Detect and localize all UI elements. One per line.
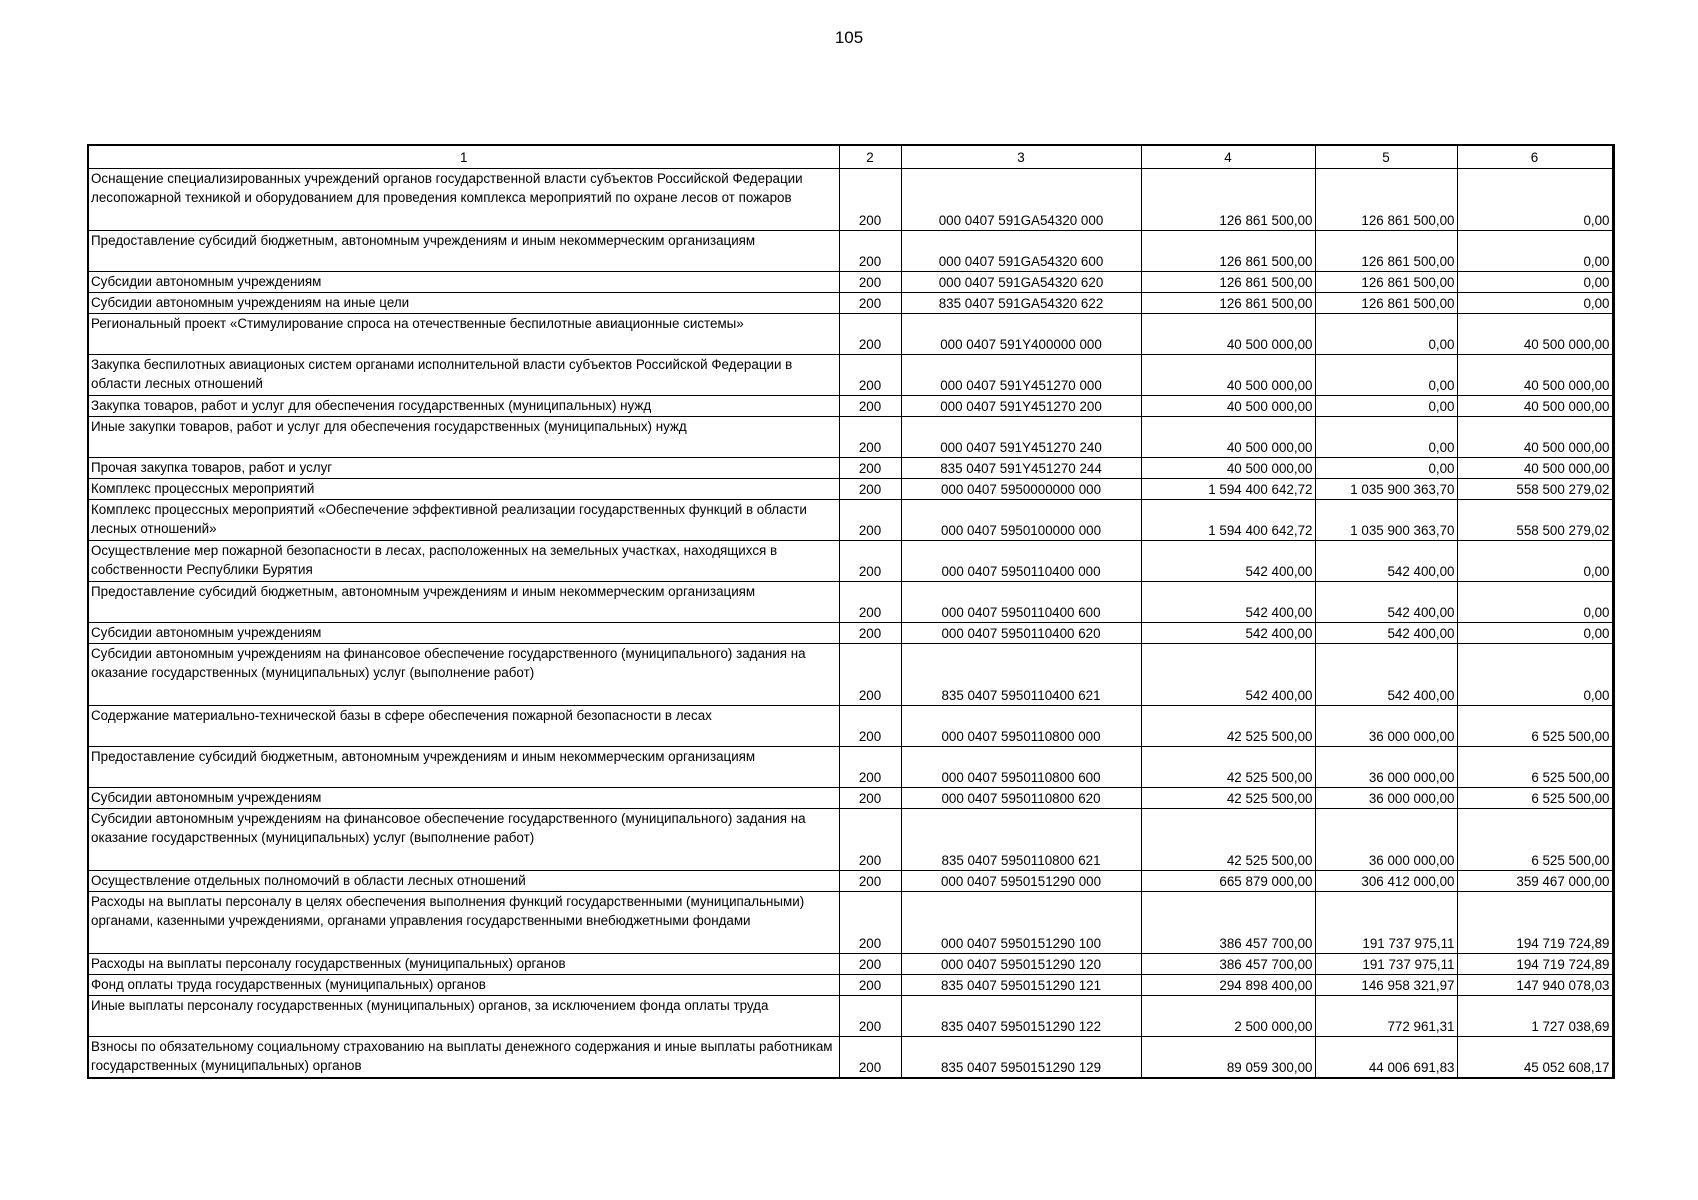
table-row <box>88 1037 1613 1078</box>
table-row <box>88 809 1613 871</box>
row-classification-code: 000 0407 5950110400 620 <box>901 623 1141 644</box>
row-unexecuted-amount: 558 500 279,02 <box>1457 479 1613 500</box>
row-unexecuted-amount: 359 467 000,00 <box>1457 871 1613 892</box>
row-unexecuted-amount: 194 719 724,89 <box>1457 954 1613 975</box>
row-unexecuted-amount: 6 525 500,00 <box>1457 809 1613 871</box>
row-name: Осуществление мер пожарной безопасности в лесах, расположенных на земельных участках, находящихся в собственности Республики Бурятия <box>88 541 839 582</box>
row-name: Иные закупки товаров, работ и услуг для обеспечения государственных (муниципальных) нужд <box>88 417 839 458</box>
page-number: 105 <box>834 28 864 47</box>
table-row <box>88 582 1613 623</box>
row-line-code: 200 <box>839 871 901 892</box>
row-approved-amount: 126 861 500,00 <box>1141 293 1315 314</box>
row-executed-amount: 191 737 975,11 <box>1315 954 1457 975</box>
row-approved-amount: 126 861 500,00 <box>1141 272 1315 293</box>
row-approved-amount: 2 500 000,00 <box>1141 996 1315 1037</box>
table-row <box>88 996 1613 1037</box>
row-line-code: 200 <box>839 1037 901 1078</box>
row-executed-amount: 126 861 500,00 <box>1315 293 1457 314</box>
table-row <box>88 479 1613 500</box>
row-classification-code: 835 0407 5950151290 121 <box>901 975 1141 996</box>
row-unexecuted-amount: 6 525 500,00 <box>1457 706 1613 747</box>
table-row <box>88 954 1613 975</box>
row-line-code: 200 <box>839 500 901 541</box>
row-unexecuted-amount: 0,00 <box>1457 272 1613 293</box>
row-classification-code: 000 0407 5950110800 620 <box>901 788 1141 809</box>
row-classification-code: 000 0407 5950110400 000 <box>901 541 1141 582</box>
row-name: Закупка беспилотных авиационых систем органами исполнительной власти субъектов Российской Федерации в области лесных отношений <box>88 355 839 396</box>
table-row <box>88 747 1613 788</box>
row-classification-code: 000 0407 591Y400000 000 <box>901 314 1141 355</box>
row-approved-amount: 40 500 000,00 <box>1141 355 1315 396</box>
row-line-code: 200 <box>839 623 901 644</box>
row-approved-amount: 386 457 700,00 <box>1141 892 1315 954</box>
table-row <box>88 396 1613 417</box>
row-name: Иные выплаты персоналу государственных (муниципальных) органов, за исключением фонда оплаты труда <box>88 996 839 1037</box>
column-header-3: 3 <box>901 145 1141 169</box>
row-line-code: 200 <box>839 809 901 871</box>
row-line-code: 200 <box>839 541 901 582</box>
table-row <box>88 272 1613 293</box>
row-executed-amount: 0,00 <box>1315 355 1457 396</box>
row-executed-amount: 36 000 000,00 <box>1315 747 1457 788</box>
row-executed-amount: 36 000 000,00 <box>1315 809 1457 871</box>
row-approved-amount: 42 525 500,00 <box>1141 706 1315 747</box>
row-line-code: 200 <box>839 169 901 231</box>
row-classification-code: 835 0407 5950151290 122 <box>901 996 1141 1037</box>
row-name: Взносы по обязательному социальному страхованию на выплаты денежного содержания и иные выплаты работникам государственных (муниципальных) органов <box>88 1037 839 1078</box>
row-line-code: 200 <box>839 954 901 975</box>
row-executed-amount: 542 400,00 <box>1315 582 1457 623</box>
row-line-code: 200 <box>839 975 901 996</box>
row-name: Субсидии автономным учреждениям <box>88 788 839 809</box>
row-name: Фонд оплаты труда государственных (муниципальных) органов <box>88 975 839 996</box>
row-line-code: 200 <box>839 996 901 1037</box>
budget-execution-table <box>87 144 1615 1079</box>
column-header-4: 4 <box>1141 145 1315 169</box>
row-line-code: 200 <box>839 314 901 355</box>
row-unexecuted-amount: 6 525 500,00 <box>1457 788 1613 809</box>
row-executed-amount: 542 400,00 <box>1315 541 1457 582</box>
row-line-code: 200 <box>839 747 901 788</box>
row-name: Комплекс процессных мероприятий <box>88 479 839 500</box>
row-line-code: 200 <box>839 788 901 809</box>
row-classification-code: 000 0407 5950151290 120 <box>901 954 1141 975</box>
row-executed-amount: 1 035 900 363,70 <box>1315 500 1457 541</box>
row-name: Субсидии автономным учреждениям <box>88 272 839 293</box>
row-approved-amount: 42 525 500,00 <box>1141 747 1315 788</box>
row-classification-code: 835 0407 591GA54320 622 <box>901 293 1141 314</box>
row-classification-code: 000 0407 591GA54320 620 <box>901 272 1141 293</box>
row-name: Субсидии автономным учреждениям <box>88 623 839 644</box>
column-header-1: 1 <box>88 145 839 169</box>
row-unexecuted-amount: 45 052 608,17 <box>1457 1037 1613 1078</box>
row-approved-amount: 42 525 500,00 <box>1141 788 1315 809</box>
table-row <box>88 355 1613 396</box>
row-approved-amount: 294 898 400,00 <box>1141 975 1315 996</box>
row-name: Предоставление субсидий бюджетным, автономным учреждениям и иным некоммерческим организациям <box>88 582 839 623</box>
row-line-code: 200 <box>839 231 901 272</box>
row-classification-code: 000 0407 5950110800 600 <box>901 747 1141 788</box>
row-unexecuted-amount: 40 500 000,00 <box>1457 417 1613 458</box>
table-row <box>88 644 1613 706</box>
row-name: Расходы на выплаты персоналу государственных (муниципальных) органов <box>88 954 839 975</box>
row-unexecuted-amount: 0,00 <box>1457 231 1613 272</box>
row-approved-amount: 542 400,00 <box>1141 623 1315 644</box>
row-name: Осуществление отдельных полномочий в области лесных отношений <box>88 871 839 892</box>
row-line-code: 200 <box>839 706 901 747</box>
row-executed-amount: 1 035 900 363,70 <box>1315 479 1457 500</box>
row-classification-code: 000 0407 591Y451270 240 <box>901 417 1141 458</box>
row-unexecuted-amount: 147 940 078,03 <box>1457 975 1613 996</box>
row-line-code: 200 <box>839 396 901 417</box>
row-executed-amount: 0,00 <box>1315 396 1457 417</box>
row-name: Комплекс процессных мероприятий «Обеспечение эффективной реализации государственных функций в области лесных отношений» <box>88 500 839 541</box>
table-row <box>88 500 1613 541</box>
row-executed-amount: 191 737 975,11 <box>1315 892 1457 954</box>
row-executed-amount: 36 000 000,00 <box>1315 706 1457 747</box>
row-line-code: 200 <box>839 293 901 314</box>
row-unexecuted-amount: 40 500 000,00 <box>1457 355 1613 396</box>
row-name: Субсидии автономным учреждениям на иные цели <box>88 293 839 314</box>
row-approved-amount: 542 400,00 <box>1141 541 1315 582</box>
table-row <box>88 892 1613 954</box>
row-approved-amount: 126 861 500,00 <box>1141 231 1315 272</box>
row-classification-code: 835 0407 5950151290 129 <box>901 1037 1141 1078</box>
row-executed-amount: 542 400,00 <box>1315 644 1457 706</box>
row-classification-code: 000 0407 591Y451270 200 <box>901 396 1141 417</box>
row-executed-amount: 0,00 <box>1315 417 1457 458</box>
row-line-code: 200 <box>839 272 901 293</box>
row-executed-amount: 306 412 000,00 <box>1315 871 1457 892</box>
row-name: Предоставление субсидий бюджетным, автономным учреждениям и иным некоммерческим организациям <box>88 231 839 272</box>
row-classification-code: 000 0407 591Y451270 000 <box>901 355 1141 396</box>
table-row <box>88 623 1613 644</box>
row-unexecuted-amount: 558 500 279,02 <box>1457 500 1613 541</box>
row-unexecuted-amount: 194 719 724,89 <box>1457 892 1613 954</box>
table-row <box>88 706 1613 747</box>
table-row <box>88 975 1613 996</box>
row-approved-amount: 126 861 500,00 <box>1141 169 1315 231</box>
row-name: Региональный проект «Стимулирование спроса на отечественные беспилотные авиационные системы» <box>88 314 839 355</box>
table-row <box>88 231 1613 272</box>
row-name: Прочая закупка товаров, работ и услуг <box>88 458 839 479</box>
row-executed-amount: 36 000 000,00 <box>1315 788 1457 809</box>
table-row <box>88 871 1613 892</box>
row-classification-code: 000 0407 5950151290 000 <box>901 871 1141 892</box>
row-name: Расходы на выплаты персоналу в целях обеспечения выполнения функций государственными (муниципальными) органами, казенными учреждениями, органами управления государственными внебюджетными фондами <box>88 892 839 954</box>
row-unexecuted-amount: 40 500 000,00 <box>1457 396 1613 417</box>
row-line-code: 200 <box>839 458 901 479</box>
row-approved-amount: 40 500 000,00 <box>1141 314 1315 355</box>
row-approved-amount: 542 400,00 <box>1141 582 1315 623</box>
row-classification-code: 000 0407 591GA54320 600 <box>901 231 1141 272</box>
table-row <box>88 169 1613 231</box>
row-classification-code: 835 0407 591Y451270 244 <box>901 458 1141 479</box>
row-name: Субсидии автономным учреждениям на финансовое обеспечение государственного (муниципального) задания на оказание государственных (муниципальных) услуг (выполнение работ) <box>88 809 839 871</box>
row-unexecuted-amount: 0,00 <box>1457 582 1613 623</box>
row-approved-amount: 386 457 700,00 <box>1141 954 1315 975</box>
row-line-code: 200 <box>839 417 901 458</box>
row-classification-code: 000 0407 5950100000 000 <box>901 500 1141 541</box>
row-classification-code: 000 0407 5950000000 000 <box>901 479 1141 500</box>
row-approved-amount: 40 500 000,00 <box>1141 417 1315 458</box>
row-executed-amount: 0,00 <box>1315 458 1457 479</box>
row-name: Закупка товаров, работ и услуг для обеспечения государственных (муниципальных) нужд <box>88 396 839 417</box>
row-classification-code: 000 0407 5950110800 000 <box>901 706 1141 747</box>
row-unexecuted-amount: 0,00 <box>1457 169 1613 231</box>
row-classification-code: 000 0407 5950151290 100 <box>901 892 1141 954</box>
table-row <box>88 788 1613 809</box>
row-approved-amount: 1 594 400 642,72 <box>1141 479 1315 500</box>
row-executed-amount: 772 961,31 <box>1315 996 1457 1037</box>
row-executed-amount: 126 861 500,00 <box>1315 169 1457 231</box>
row-approved-amount: 665 879 000,00 <box>1141 871 1315 892</box>
column-header-6: 6 <box>1457 145 1613 169</box>
row-unexecuted-amount: 40 500 000,00 <box>1457 314 1613 355</box>
table-row <box>88 541 1613 582</box>
row-executed-amount: 146 958 321,97 <box>1315 975 1457 996</box>
column-header-5: 5 <box>1315 145 1457 169</box>
row-classification-code: 000 0407 5950110400 600 <box>901 582 1141 623</box>
row-approved-amount: 1 594 400 642,72 <box>1141 500 1315 541</box>
row-unexecuted-amount: 6 525 500,00 <box>1457 747 1613 788</box>
row-name: Субсидии автономным учреждениям на финансовое обеспечение государственного (муниципального) задания на оказание государственных (муниципальных) услуг (выполнение работ) <box>88 644 839 706</box>
row-approved-amount: 542 400,00 <box>1141 644 1315 706</box>
row-approved-amount: 40 500 000,00 <box>1141 396 1315 417</box>
row-unexecuted-amount: 0,00 <box>1457 644 1613 706</box>
row-approved-amount: 42 525 500,00 <box>1141 809 1315 871</box>
row-line-code: 200 <box>839 892 901 954</box>
table-row <box>88 458 1613 479</box>
column-header-2: 2 <box>839 145 901 169</box>
row-name: Содержание материально-технической базы в сфере обеспечения пожарной безопасности в лесах <box>88 706 839 747</box>
row-approved-amount: 89 059 300,00 <box>1141 1037 1315 1078</box>
row-line-code: 200 <box>839 644 901 706</box>
table-row <box>88 417 1613 458</box>
row-executed-amount: 44 006 691,83 <box>1315 1037 1457 1078</box>
row-line-code: 200 <box>839 479 901 500</box>
row-executed-amount: 126 861 500,00 <box>1315 231 1457 272</box>
row-unexecuted-amount: 0,00 <box>1457 541 1613 582</box>
row-classification-code: 835 0407 5950110400 621 <box>901 644 1141 706</box>
row-unexecuted-amount: 0,00 <box>1457 623 1613 644</box>
row-line-code: 200 <box>839 355 901 396</box>
row-line-code: 200 <box>839 582 901 623</box>
table-row <box>88 314 1613 355</box>
row-unexecuted-amount: 0,00 <box>1457 293 1613 314</box>
row-approved-amount: 40 500 000,00 <box>1141 458 1315 479</box>
row-name: Оснащение специализированных учреждений органов государственной власти субъектов Российской Федерации лесопожарной техникой и оборудованием для проведения комплекса мероприятий по охране лесов от пожаров <box>88 169 839 231</box>
column-number-header-row <box>88 145 1613 169</box>
row-executed-amount: 0,00 <box>1315 314 1457 355</box>
table-row <box>88 293 1613 314</box>
row-name: Предоставление субсидий бюджетным, автономным учреждениям и иным некоммерческим организациям <box>88 747 839 788</box>
row-unexecuted-amount: 1 727 038,69 <box>1457 996 1613 1037</box>
row-executed-amount: 542 400,00 <box>1315 623 1457 644</box>
row-unexecuted-amount: 40 500 000,00 <box>1457 458 1613 479</box>
row-classification-code: 000 0407 591GA54320 000 <box>901 169 1141 231</box>
row-classification-code: 835 0407 5950110800 621 <box>901 809 1141 871</box>
row-executed-amount: 126 861 500,00 <box>1315 272 1457 293</box>
